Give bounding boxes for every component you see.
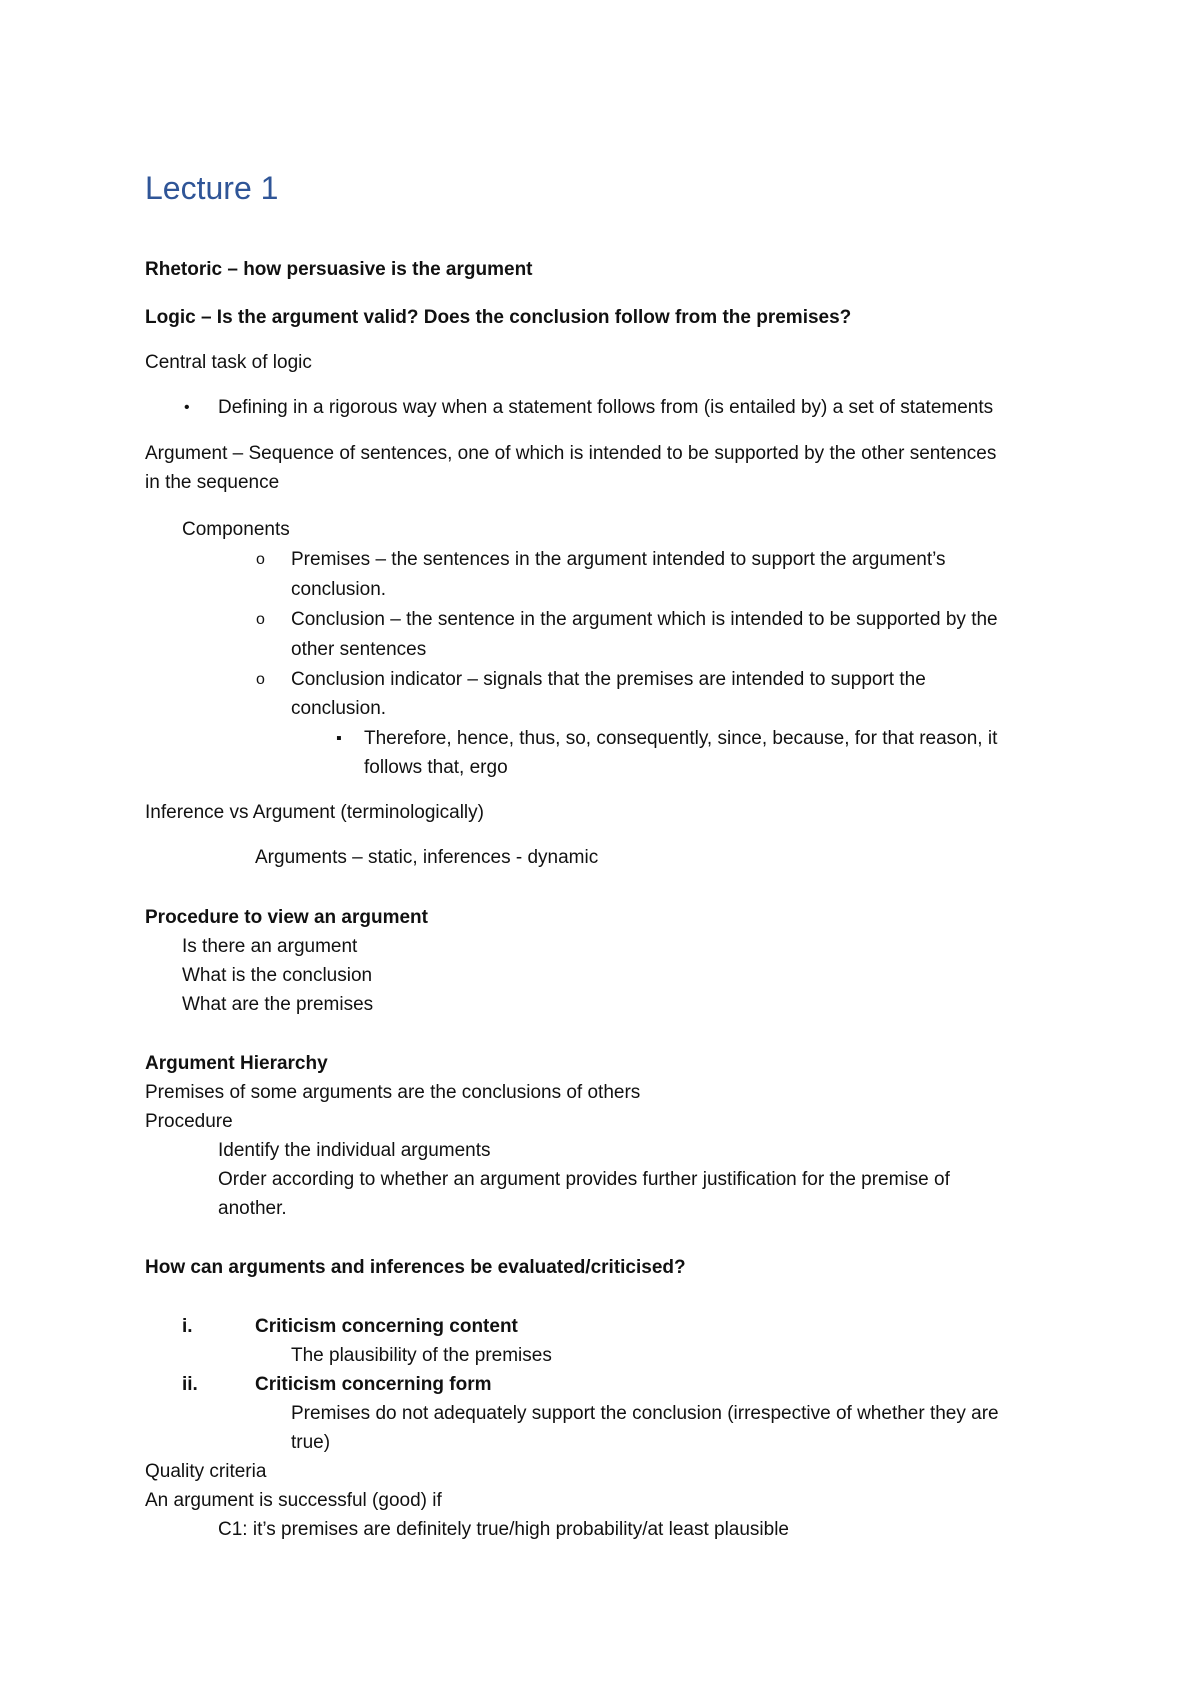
form-criticism-heading: Criticism concerning form [255,1374,492,1395]
procedure-step-1: Is there an argument [182,936,358,957]
disc-bullet: • [184,399,190,416]
logic-line: Logic – Is the argument valid? Does the conclusion follow from the premises? [145,307,852,328]
argument-definition-line-2: in the sequence [145,472,280,493]
rhetoric-line: Rhetoric – how persuasive is the argument [145,259,533,280]
page-title: Lecture 1 [145,170,279,206]
static-dynamic-line: Arguments – static, inferences - dynamic [255,847,599,868]
form-criticism-description-2: true) [291,1432,331,1453]
conclusion-line-1: Conclusion – the sentence in the argument which is intended to be supported by the [291,609,998,630]
successful-line: An argument is successful (good) if [145,1490,442,1511]
components-label: Components [182,519,290,540]
list-number-ii: ii. [182,1374,198,1395]
content-criticism-description: The plausibility of the premises [291,1345,552,1366]
premises-line-2: conclusion. [291,579,387,600]
content-criticism-heading: Criticism concerning content [255,1316,518,1337]
procedure-step-3: What are the premises [182,994,374,1015]
circle-bullet: o [256,671,265,688]
form-criticism-description-1: Premises do not adequately support the conclusion (irrespective of whether they are [291,1403,999,1424]
argument-definition-line-1: Argument – Sequence of sentences, one of which is intended to be supported by the other sentences [145,443,997,464]
indicator-line-1: Conclusion indicator – signals that the premises are intended to support the [291,669,926,690]
premises-line-1: Premises – the sentences in the argument intended to support the argument’s [291,549,946,570]
central-task-line: Central task of logic [145,352,312,373]
indicator-examples-line-2: follows that, ergo [364,757,508,778]
circle-bullet: o [256,551,265,568]
procedure-heading: Procedure to view an argument [145,907,428,928]
square-bullet: ▪ [336,730,342,747]
conclusion-line-2: other sentences [291,639,427,660]
central-task-item: Defining in a rigorous way when a statement follows from (is entailed by) a set of statements [218,397,994,418]
hierarchy-description: Premises of some arguments are the conclusions of others [145,1082,641,1103]
order-step-line-1: Order according to whether an argument provides further justification for the premise of [218,1169,950,1190]
indicator-examples-line-1: Therefore, hence, thus, so, consequently, since, because, for that reason, it [364,728,998,749]
list-number-i: i. [182,1316,193,1337]
hierarchy-heading: Argument Hierarchy [145,1053,328,1074]
indicator-line-2: conclusion. [291,698,387,719]
circle-bullet: o [256,611,265,628]
criterion-c1: C1: it’s premises are definitely true/high probability/at least plausible [218,1519,790,1540]
inference-vs-line: Inference vs Argument (terminologically) [145,802,484,823]
procedure-step-2: What is the conclusion [182,965,373,986]
identify-step: Identify the individual arguments [218,1140,491,1161]
evaluate-heading: How can arguments and inferences be evaluated/criticised? [145,1257,686,1278]
procedure-label: Procedure [145,1111,233,1132]
order-step-line-2: another. [218,1198,287,1219]
quality-criteria-label: Quality criteria [145,1461,267,1482]
